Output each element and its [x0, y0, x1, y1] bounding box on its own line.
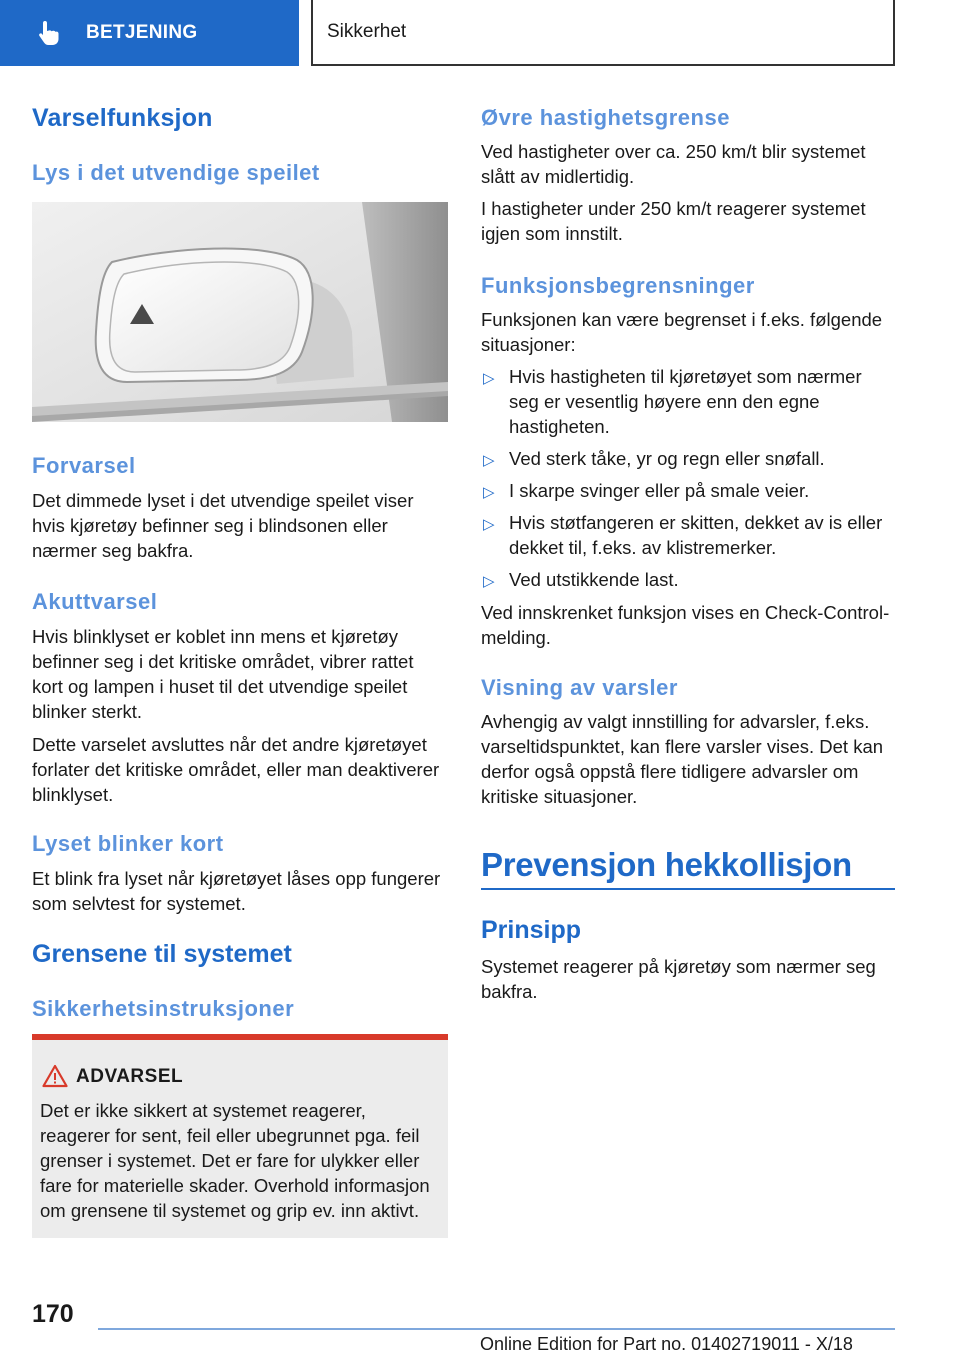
page-number: 170	[32, 1300, 74, 1328]
list-item: ▷ Hvis støtfangeren er skitten, dekket av is eller dekket til, f.eks. av klistremerker.	[483, 512, 883, 558]
limits-outro-text: Ved innskrenket funksjon vises en Check-Control-melding.	[481, 602, 890, 648]
list-item: ▷ Hvis hastigheten til kjøretøyet som nærmer seg er vesentlig høyere enn den egne hastigheten.	[483, 366, 862, 437]
heading-light-flash: Lyset blinker kort	[32, 831, 224, 856]
warning-box	[32, 1034, 448, 1238]
heading-safety-instructions: Sikkerhetsinstruksjoner	[32, 996, 295, 1021]
list-item: ▷ Ved utstikkende last.	[481, 567, 895, 592]
triangle-bullet-icon: ▷	[483, 573, 495, 590]
limits-intro-text: Funksjonen kan være begrenset i f.eks. følgende situasjoner:	[481, 309, 883, 355]
heading-warning-display: Visning av varsler	[481, 675, 678, 700]
chapter-title: Sikkerhet	[327, 21, 407, 42]
heading-upper-speed-limit: Øvre hastighetsgrense	[481, 105, 730, 130]
speed-text-1: Ved hastigheter over ca. 250 km/t blir systemet slått av midlertidig.	[481, 141, 866, 187]
acute-warning-text-1: Hvis blinklyset er koblet inn mens et kjøretøy befinner seg i det kritiske området, vibrer rattet kort og lampen i huset til det utvendige speilet blinker sterkt.	[32, 626, 414, 722]
mirror-illustration	[32, 202, 448, 422]
list-item: ▷ I skarpe svinger eller på smale veier.	[481, 478, 895, 503]
section-tab[interactable]	[0, 0, 299, 66]
light-flash-text: Et blink fra lyset når kjøretøyet låses opp fungerer som selvtest for systemet.	[32, 868, 441, 914]
footer-divider	[98, 1328, 895, 1330]
warning-triangle-icon	[42, 1064, 68, 1093]
edition-footer: Online Edition for Part no. 01402719011 - X/18	[480, 1334, 853, 1354]
warning-display-text: Avhengig av valgt innstilling for advarsler, f.eks. varseltidspunktet, kan flere varsler vises. Det kan derfor også oppstå flere tidligere advarsler om kritiske situasjoner.	[481, 711, 884, 807]
chapter-header	[311, 0, 895, 66]
heading-acute-warning: Akuttvarsel	[32, 589, 158, 614]
hand-pointer-icon	[36, 18, 66, 48]
principle-text: Systemet reagerer på kjøretøy som nærmer seg bakfra.	[481, 956, 876, 1002]
triangle-bullet-icon: ▷	[483, 484, 495, 501]
chapter-title-rear-collision: Prevensjon hekkollisjon	[481, 846, 852, 883]
acute-warning-text-2: Dette varselet avsluttes når det andre kjøretøyet forlater det kritiske området, eller man deaktiverer blinklyset.	[32, 734, 440, 805]
limits-list	[481, 364, 895, 599]
heading-mirror-light: Lys i det utvendige speilet	[32, 160, 320, 185]
warning-title: ADVARSEL	[76, 1066, 184, 1087]
heading-pre-warning: Forvarsel	[32, 453, 136, 478]
triangle-bullet-icon: ▷	[483, 370, 495, 387]
heading-system-limits: Grensene til systemet	[32, 940, 292, 968]
heading-principle: Prinsipp	[481, 916, 582, 944]
warning-text: Det er ikke sikkert at systemet reagerer, reagerer for sent, feil eller ubegrunnet pga. feil grenser i systemet. Det er fare for ulykker eller fare for materielle skader. Overhold informasjon om grensene til systemet og grip ev. inn aktivt.	[40, 1100, 430, 1221]
triangle-bullet-icon: ▷	[483, 452, 495, 469]
triangle-bullet-icon: ▷	[483, 516, 495, 533]
pre-warning-text: Det dimmede lyset i det utvendige speilet viser hvis kjøretøy befinner seg i blindsonen eller nærmer seg bakfra.	[32, 490, 414, 561]
chapter-title-underline	[481, 888, 895, 890]
heading-warning-function: Varselfunksjon	[32, 104, 213, 132]
section-label: BETJENING	[86, 22, 198, 43]
list-item: ▷ Ved sterk tåke, yr og regn eller snøfall.	[481, 446, 895, 471]
heading-function-limits: Funksjonsbegrensninger	[481, 273, 755, 298]
speed-text-2: I hastigheter under 250 km/t reagerer systemet igjen som innstilt.	[481, 198, 866, 244]
